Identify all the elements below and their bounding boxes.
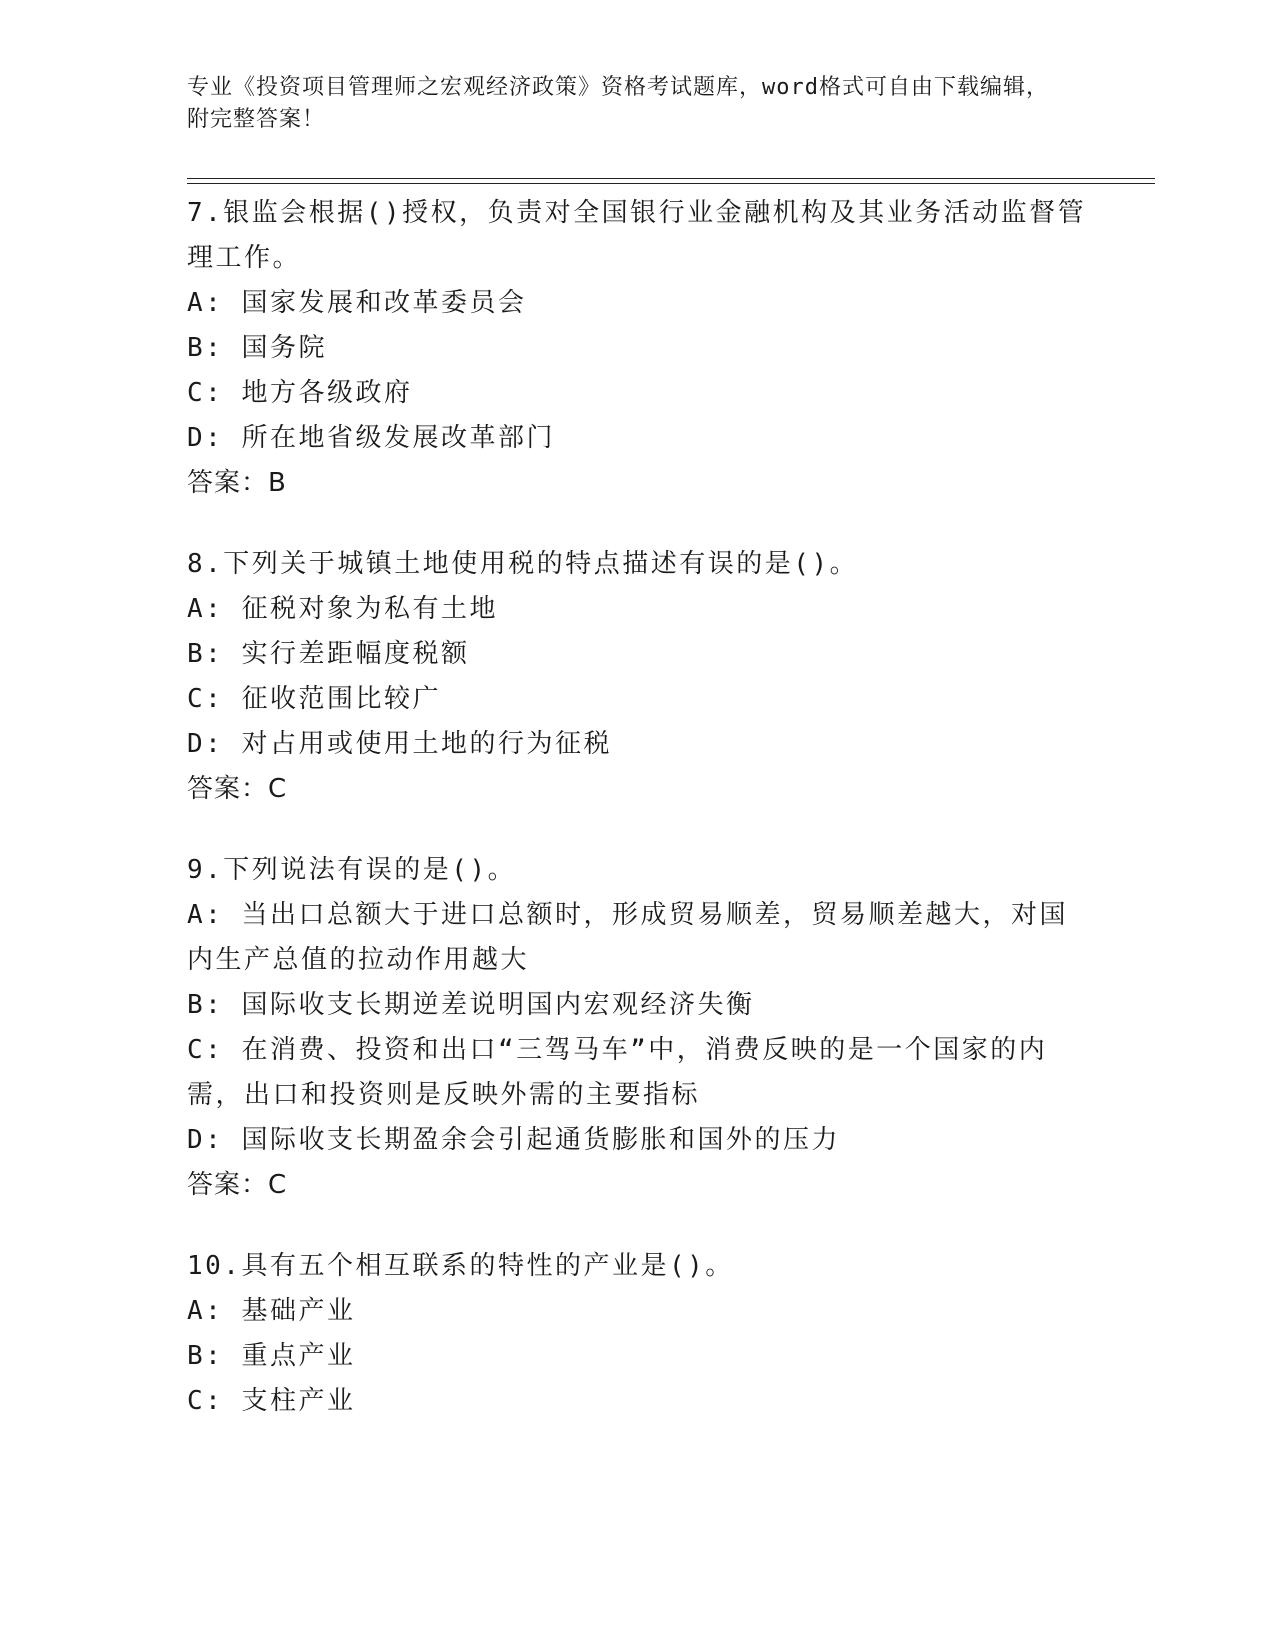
option-b: B: 重点产业	[187, 1341, 356, 1371]
question-9	[187, 848, 1087, 1208]
question-stem: 7.银监会根据()授权，负责对全国银行业金融机构及其业务活动监督管理工作。	[187, 198, 1087, 273]
option-a: A: 征税对象为私有土地	[187, 594, 498, 624]
option-c: C: 在消费、投资和出口“三驾马车”中，消费反映的是一个国家的内需，出口和投资则是反映外需的主要指标	[187, 1035, 1048, 1110]
answer-line: 答案：B	[187, 468, 287, 498]
option-b: B: 国际收支长期逆差说明国内宏观经济失衡	[187, 990, 755, 1020]
option-d: D: 国际收支长期盈余会引起通货膨胀和国外的压力	[187, 1125, 840, 1155]
option-d: D: 对占用或使用土地的行为征税	[187, 729, 612, 759]
question-7	[187, 191, 1087, 506]
option-a: A: 基础产业	[187, 1296, 356, 1326]
option-c: C: 地方各级政府	[187, 378, 413, 408]
question-8	[187, 542, 1087, 812]
question-10	[187, 1244, 1087, 1424]
header-divider-line	[187, 178, 1155, 179]
header-divider-line-second	[187, 183, 1155, 184]
document-header: 专业《投资项目管理师之宏观经济政策》资格考试题库，word格式可自由下载编辑，附完整答案！	[187, 75, 1049, 132]
question-stem: 9.下列说法有误的是()。	[187, 855, 517, 885]
question-stem: 8.下列关于城镇土地使用税的特点描述有误的是()。	[187, 549, 859, 579]
option-c: C: 支柱产业	[187, 1386, 356, 1416]
question-stem: 10.具有五个相互联系的特性的产业是()。	[187, 1251, 734, 1281]
question-list	[187, 191, 1087, 1460]
option-b: B: 国务院	[187, 333, 327, 363]
answer-line: 答案：C	[187, 774, 288, 804]
option-b: B: 实行差距幅度税额	[187, 639, 470, 669]
option-a: A: 当出口总额大于进口总额时，形成贸易顺差，贸易顺差越大，对国内生产总值的拉动作用越大	[187, 900, 1068, 975]
option-c: C: 征收范围比较广	[187, 684, 441, 714]
option-a: A: 国家发展和改革委员会	[187, 288, 527, 318]
answer-line: 答案：C	[187, 1170, 288, 1200]
option-d: D: 所在地省级发展改革部门	[187, 423, 555, 453]
